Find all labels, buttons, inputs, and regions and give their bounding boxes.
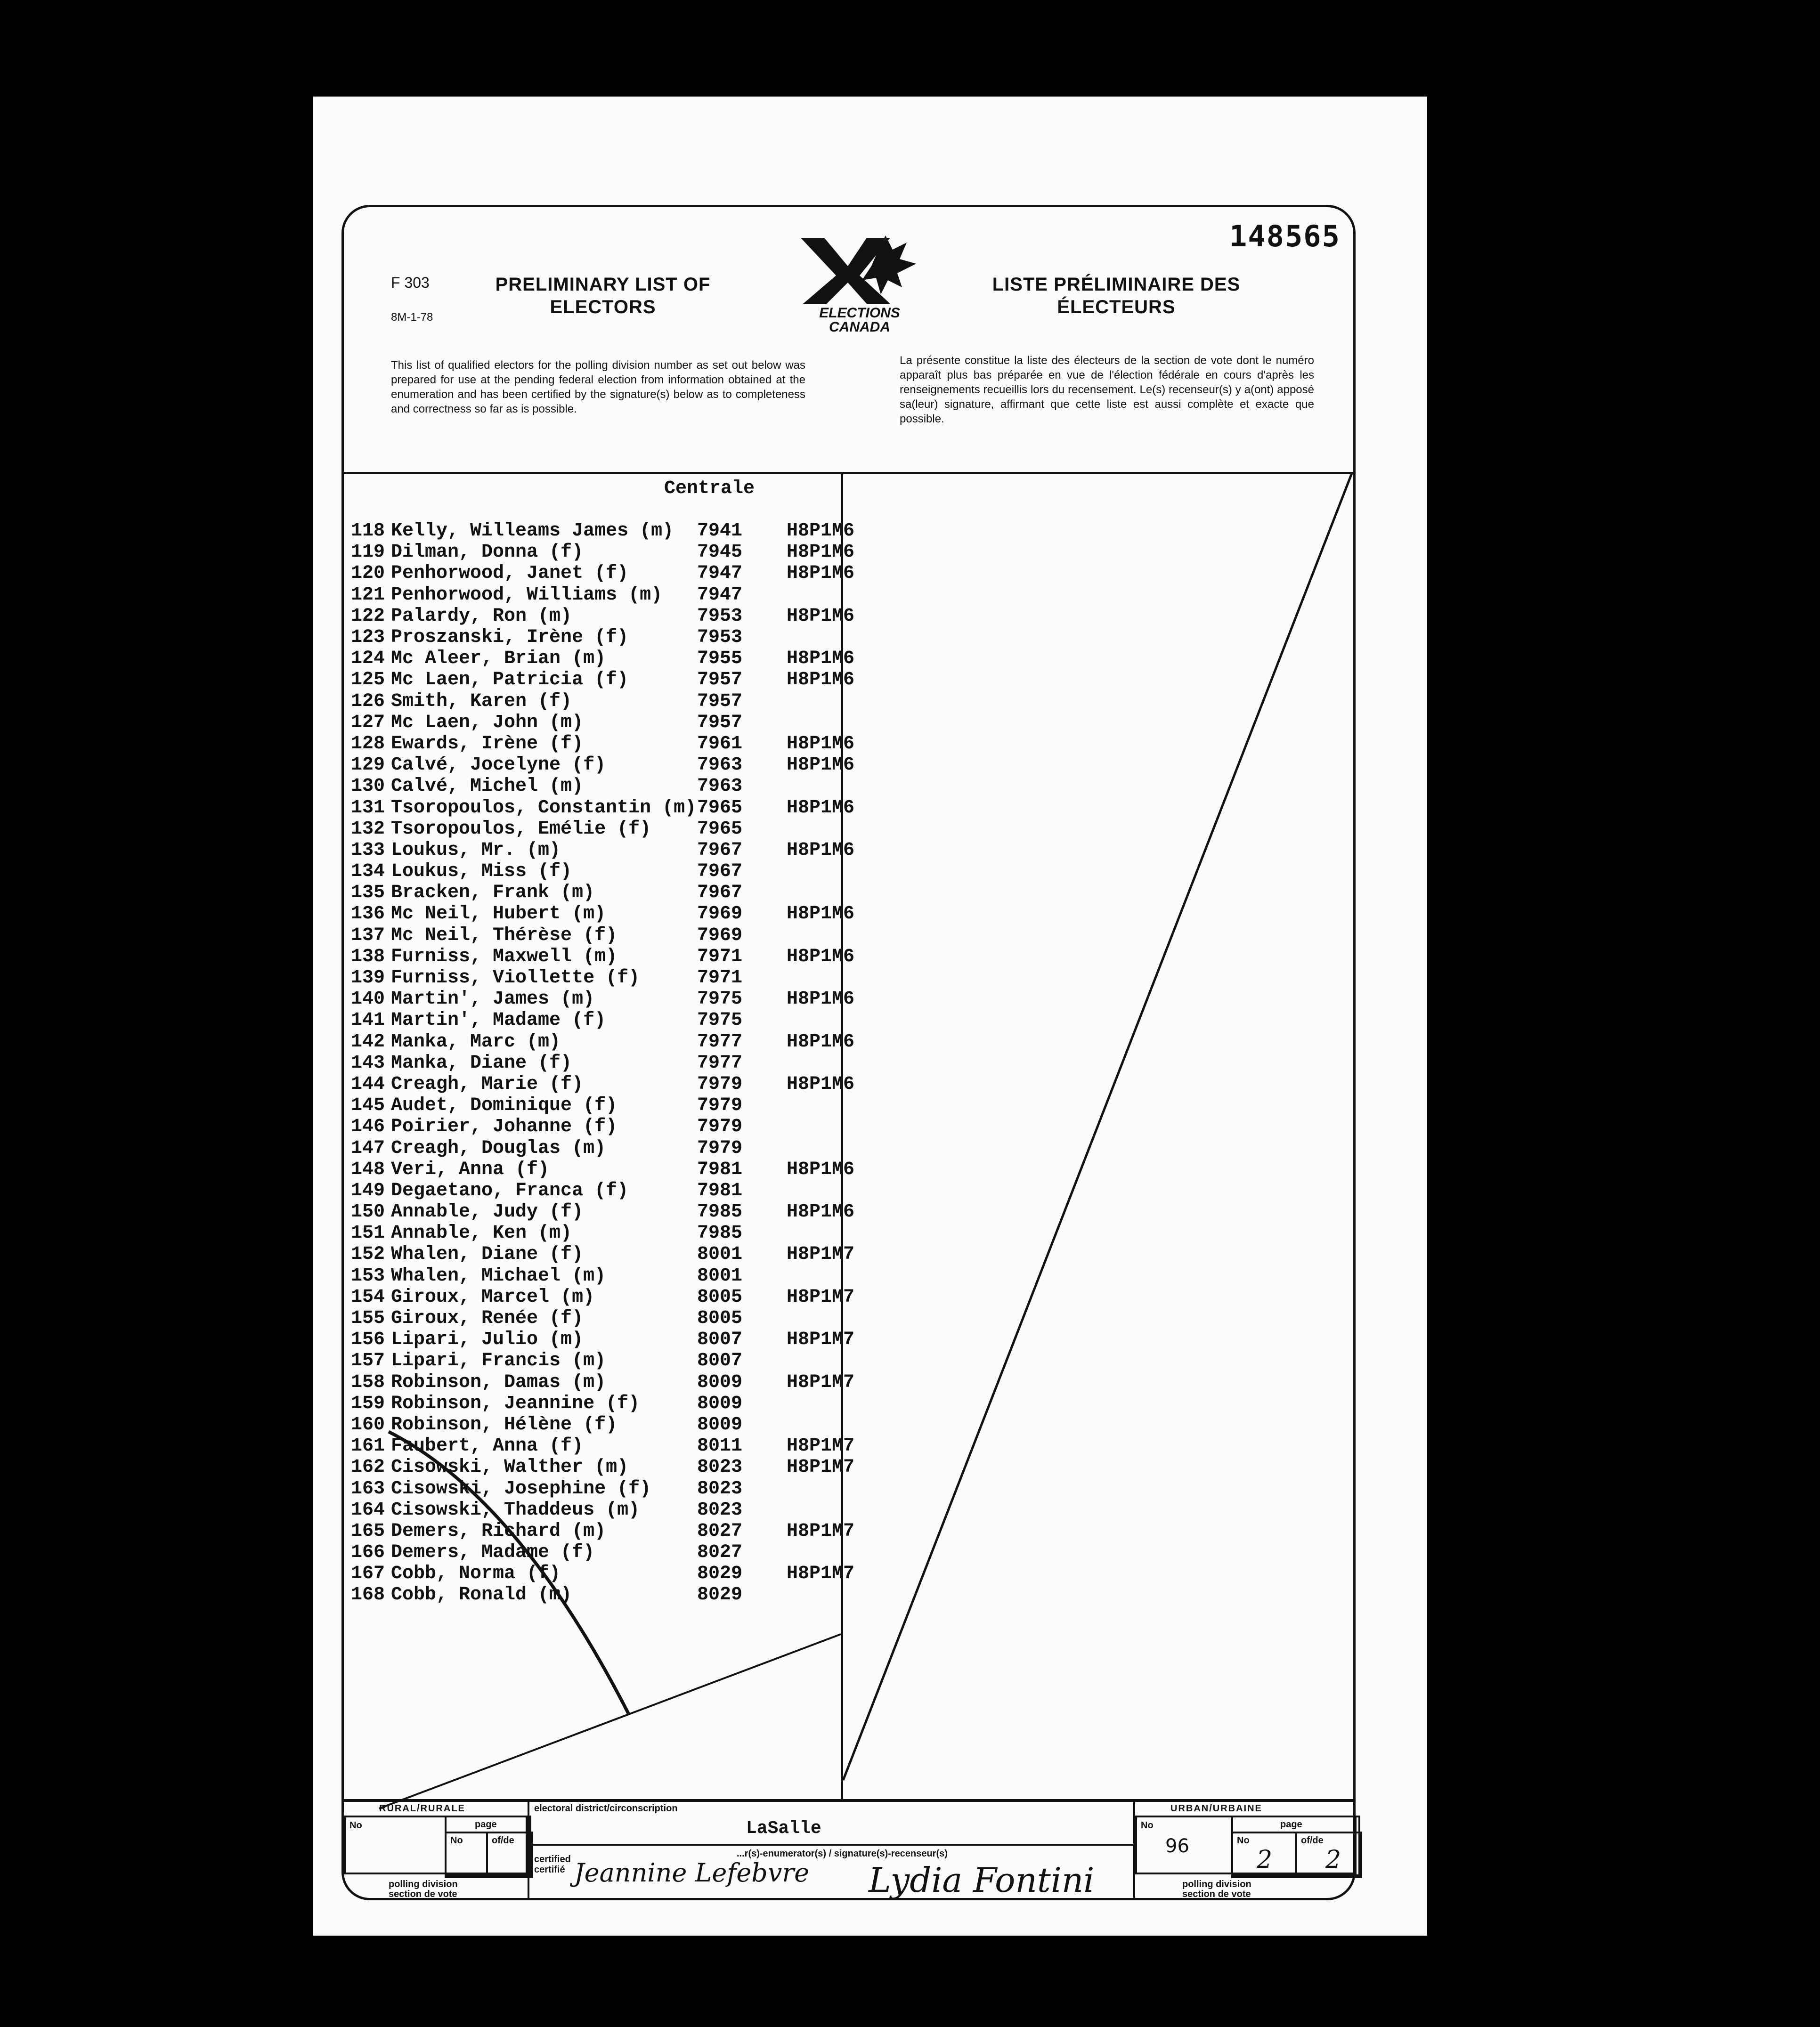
urban-of-label: of/de [1301,1835,1324,1846]
elector-name: Penhorwood, Janet (f) [391,563,629,584]
elector-address: 7971 [697,946,743,967]
elector-name: Robinson, Hélène (f) [391,1414,618,1435]
elector-address: 8009 [697,1414,743,1435]
elector-number: 167 [351,1563,385,1585]
elector-postal-code: H8P1M6 [787,989,855,1010]
elector-number: 137 [351,924,385,946]
elector-address: 8007 [697,1350,743,1372]
elector-name: Creagh, Douglas (m) [391,1137,606,1159]
rural-page-box [445,1816,531,1876]
elector-number: 146 [351,1116,385,1138]
elector-address: 7945 [697,542,743,563]
elector-address: 7985 [697,1223,743,1244]
elector-name: Demers, Richard (m) [391,1520,606,1542]
elector-number: 139 [351,967,385,989]
elector-address: 8023 [697,1478,743,1500]
district-label: electoral district/circonscription [534,1803,678,1814]
elector-name: Lipari, Julio (m) [391,1329,584,1351]
document-page [313,97,1427,1936]
elector-number: 143 [351,1052,385,1074]
elector-name: Mc Laen, John (m) [391,712,584,733]
elector-number: 144 [351,1073,385,1095]
elector-postal-code: H8P1M7 [787,1457,855,1478]
elector-postal-code: H8P1M7 [787,1371,855,1393]
elector-address: 7975 [697,989,743,1010]
elector-number: 145 [351,1095,385,1117]
elector-number: 121 [351,584,385,606]
elector-address: 8027 [697,1520,743,1542]
elector-number: 151 [351,1223,385,1244]
elector-name: Demers, Madame (f) [391,1542,595,1564]
elector-address: 7953 [697,605,743,627]
elector-number: 123 [351,627,385,649]
elector-name: Mc Neil, Hubert (m) [391,903,606,925]
elector-postal-code: H8P1M7 [787,1520,855,1542]
elector-name: Furniss, Viollette (f) [391,967,640,989]
rural-section [344,1801,528,1900]
signature-1: Jeannine Lefebvre [574,1858,810,1888]
elector-number: 142 [351,1031,385,1053]
elector-number: 154 [351,1286,385,1308]
elector-name: Giroux, Renée (f) [391,1308,584,1330]
elector-name: Veri, Anna (f) [391,1159,550,1180]
urban-label: URBAN/URBAINE [1170,1803,1262,1814]
elector-postal-code: H8P1M6 [787,903,855,925]
elector-address: 7979 [697,1116,743,1138]
elector-postal-code: H8P1M6 [787,542,855,563]
elector-name: Cobb, Norma (f) [391,1563,561,1585]
urban-of-value: 2 [1325,1846,1341,1874]
elector-address: 7981 [697,1180,743,1201]
urban-page-no-label: No [1237,1835,1250,1846]
enumerator-label: ...r(s)-enumerator(s) / signature(s)-recenseur(s) [737,1849,948,1859]
elector-name: Annable, Ken (m) [391,1223,572,1244]
elector-address: 8009 [697,1393,743,1414]
elector-address: 7979 [697,1095,743,1117]
elector-name: Poirier, Johanne (f) [391,1116,618,1138]
elector-postal-code: H8P1M6 [787,797,855,819]
signature-2: Lydia Fontini [869,1860,1095,1900]
elector-address: 8007 [697,1329,743,1351]
elector-postal-code: H8P1M6 [787,946,855,967]
elector-number: 118 [351,520,385,542]
elector-address: 7957 [697,690,743,712]
elector-name: Cisowski, Thaddeus (m) [391,1499,640,1521]
elector-address: 7977 [697,1031,743,1053]
elector-address: 7965 [697,818,743,840]
elector-number: 141 [351,1010,385,1031]
cancellation-lines [344,207,1358,1903]
elector-address: 7981 [697,1159,743,1180]
statement-en: This list of qualified electors for the polling division number as set out below was prepared for use at the pending federal election from information obtained at the enumeration and has been certified by the signature(s) below as to completeness and correctness so far as is possible. [391,359,805,415]
elector-name: Mc Laen, Patricia (f) [391,669,629,691]
district-section [528,1801,1135,1900]
elector-number: 161 [351,1435,385,1457]
certified-label-line2: certifié [534,1865,565,1875]
rural-no-label: No [349,1820,362,1831]
elector-name: Furniss, Maxwell (m) [391,946,618,967]
urban-page-no-box [1231,1832,1297,1878]
elector-name: Audet, Dominique (f) [391,1095,618,1117]
elector-postal-code: H8P1M7 [787,1563,855,1585]
elector-name: Tsoropoulos, Constantin (m) [391,797,697,819]
elector-name: Calvé, Michel (m) [391,776,584,797]
elector-number: 130 [351,776,385,797]
elector-address: 8029 [697,1584,743,1606]
elector-name: Cisowski, Walther (m) [391,1457,629,1478]
urban-no-label: No [1141,1820,1154,1831]
elector-name: Manka, Diane (f) [391,1052,572,1074]
elector-number: 136 [351,903,385,925]
logo-text-line1: ELECTIONS [819,305,900,321]
elector-number: 127 [351,712,385,733]
elector-name: Whalen, Michael (m) [391,1265,606,1287]
elector-number: 128 [351,733,385,754]
elector-address: 7963 [697,754,743,776]
elector-name: Ewards, Irène (f) [391,733,584,754]
elector-number: 126 [351,690,385,712]
elector-postal-code: H8P1M6 [787,669,855,691]
elector-address: 7967 [697,861,743,883]
urban-page-label: page [1280,1819,1302,1830]
district-divider [529,1844,1133,1846]
title-fr-line2: ÉLECTEURS [1057,297,1176,317]
elector-address: 8029 [697,1563,743,1585]
elector-name: Dilman, Donna (f) [391,542,584,563]
elector-address: 8023 [697,1457,743,1478]
elector-number: 163 [351,1478,385,1500]
elector-address: 7979 [697,1073,743,1095]
elector-number: 155 [351,1308,385,1330]
form-date: 8M-1-78 [391,311,433,324]
elector-name: Mc Neil, Thérèse (f) [391,924,618,946]
elector-name: Cobb, Ronald (m) [391,1584,572,1606]
elector-postal-code: H8P1M6 [787,1073,855,1095]
elector-name: Whalen, Diane (f) [391,1244,584,1265]
urban-polling-line1: polling division [1182,1879,1251,1889]
elector-name: Palardy, Ron (m) [391,605,572,627]
elector-number: 159 [351,1393,385,1414]
elector-number: 157 [351,1350,385,1372]
urban-no-value: 96 [1165,1835,1189,1857]
elector-address: 7947 [697,563,743,584]
elector-name: Creagh, Marie (f) [391,1073,584,1095]
elector-postal-code: H8P1M6 [787,520,855,542]
elector-address: 7965 [697,797,743,819]
form-frame [341,205,1356,1900]
elector-address: 8005 [697,1286,743,1308]
title-en-line1: PRELIMINARY LIST OF [495,274,711,295]
elector-postal-code: H8P1M6 [787,605,855,627]
urban-page-value: 2 [1257,1846,1273,1874]
elector-number: 125 [351,669,385,691]
elector-address: 7955 [697,648,743,670]
elector-number: 148 [351,1159,385,1180]
elector-postal-code: H8P1M7 [787,1329,855,1351]
elector-number: 168 [351,1584,385,1606]
elector-name: Cisowski, Josephine (f) [391,1478,651,1500]
elector-postal-code: H8P1M6 [787,1201,855,1223]
rural-label: RURAL/RURALE [379,1803,465,1814]
elector-number: 160 [351,1414,385,1435]
elector-address: 7963 [697,776,743,797]
elector-address: 7967 [697,882,743,904]
rural-page-no-label: No [450,1835,463,1846]
elector-postal-code: H8P1M6 [787,1031,855,1053]
elector-number: 124 [351,648,385,670]
elector-address: 8001 [697,1244,743,1265]
elector-number: 156 [351,1329,385,1351]
elector-postal-code: H8P1M6 [787,1159,855,1180]
rural-polling-line2: section de vote [389,1889,457,1899]
elector-address: 8009 [697,1371,743,1393]
elector-address: 7953 [697,627,743,649]
elector-number: 152 [351,1244,385,1265]
elector-number: 129 [351,754,385,776]
elector-address: 8001 [697,1265,743,1287]
elector-number: 164 [351,1499,385,1521]
elector-name: Martin', Madame (f) [391,1010,606,1031]
elector-name: Tsoropoulos, Emélie (f) [391,818,651,840]
elector-name: Loukus, Miss (f) [391,861,572,883]
elector-address: 8023 [697,1499,743,1521]
elector-number: 135 [351,882,385,904]
elector-name: Faubert, Anna (f) [391,1435,584,1457]
elector-name: Giroux, Marcel (m) [391,1286,595,1308]
elector-name: Annable, Judy (f) [391,1201,584,1223]
elector-address: 7957 [697,712,743,733]
title-fr-line1: LISTE PRÉLIMINAIRE DES [992,274,1241,295]
district-value: LaSalle [746,1818,821,1839]
elector-address: 8011 [697,1435,743,1457]
elector-name: Lipari, Francis (m) [391,1350,606,1372]
elector-postal-code: H8P1M6 [787,648,855,670]
elector-postal-code: H8P1M6 [787,839,855,861]
elector-name: Robinson, Damas (m) [391,1371,606,1393]
elector-address: 7969 [697,924,743,946]
elector-number: 134 [351,861,385,883]
rural-of-box [486,1832,533,1878]
elector-number: 119 [351,542,385,563]
urban-number-box [1135,1816,1357,1874]
elector-number: 162 [351,1457,385,1478]
elector-postal-code: H8P1M6 [787,563,855,584]
title-en-line2: ELECTORS [550,297,656,317]
elector-name: Loukus, Mr. (m) [391,839,561,861]
elector-number: 153 [351,1265,385,1287]
elector-name: Penhorwood, Williams (m) [391,584,663,606]
statement-fr: La présente constitue la liste des électeurs de la section de vote dont le numéro apparaît plus bas préparée en vue de l'élection fédérale en cours d'après les renseignements recueillis lors du recensement. Le(s) recenseur(s) y a(ont) apposé sa(leur) signature, affirmant que cette liste est aussi complète et exacte que possible. [900,354,1314,425]
elector-address: 7957 [697,669,743,691]
urban-of-box [1295,1832,1362,1878]
elector-address: 7967 [697,839,743,861]
elector-name: Degaetano, Franca (f) [391,1180,629,1201]
elector-address: 7971 [697,967,743,989]
rural-page-label: page [475,1819,497,1830]
elector-postal-code: H8P1M6 [787,754,855,776]
elector-number: 131 [351,797,385,819]
rural-polling-line1: polling division [389,1879,458,1889]
certified-label-line1: certified [534,1854,571,1865]
serial-number: 148565 [1229,219,1341,253]
urban-section [1135,1801,1357,1900]
elector-name: Martin', James (m) [391,989,595,1010]
elector-number: 140 [351,989,385,1010]
elector-postal-code: H8P1M6 [787,733,855,754]
urban-page-box [1231,1816,1360,1876]
elector-address: 7961 [697,733,743,754]
elector-postal-code: H8P1M7 [787,1435,855,1457]
elector-address: 8005 [697,1308,743,1330]
logo-text-line2: CANADA [829,319,890,335]
elector-postal-code: H8P1M7 [787,1286,855,1308]
elector-address: 7979 [697,1137,743,1159]
elector-address: 7947 [697,584,743,606]
elector-postal-code: H8P1M7 [787,1244,855,1265]
elector-address: 7975 [697,1010,743,1031]
elector-number: 147 [351,1137,385,1159]
urban-polling-line2: section de vote [1182,1889,1251,1899]
elector-number: 122 [351,605,385,627]
elector-name: Smith, Karen (f) [391,690,572,712]
elector-number: 120 [351,563,385,584]
elector-name: Robinson, Jeannine (f) [391,1393,640,1414]
elector-number: 165 [351,1520,385,1542]
form-number: F 303 [391,274,430,291]
elector-name: Manka, Marc (m) [391,1031,561,1053]
elector-address: 7977 [697,1052,743,1074]
street-name: Centrale [664,478,755,499]
rural-of-label: of/de [492,1835,514,1846]
rural-number-box [344,1816,528,1874]
elector-number: 166 [351,1542,385,1564]
elector-number: 150 [351,1201,385,1223]
elector-number: 133 [351,839,385,861]
elector-name: Kelly, Willeams James (m) [391,520,674,542]
elector-name: Calvé, Jocelyne (f) [391,754,606,776]
elector-number: 138 [351,946,385,967]
elector-number: 158 [351,1371,385,1393]
elector-number: 132 [351,818,385,840]
elector-address: 7969 [697,903,743,925]
elector-name: Mc Aleer, Brian (m) [391,648,606,670]
elector-address: 8027 [697,1542,743,1564]
elector-address: 7941 [697,520,743,542]
rural-page-no-box [445,1832,488,1878]
elector-address: 7985 [697,1201,743,1223]
elector-name: Proszanski, Irène (f) [391,627,629,649]
elector-name: Bracken, Frank (m) [391,882,595,904]
elector-number: 149 [351,1180,385,1201]
